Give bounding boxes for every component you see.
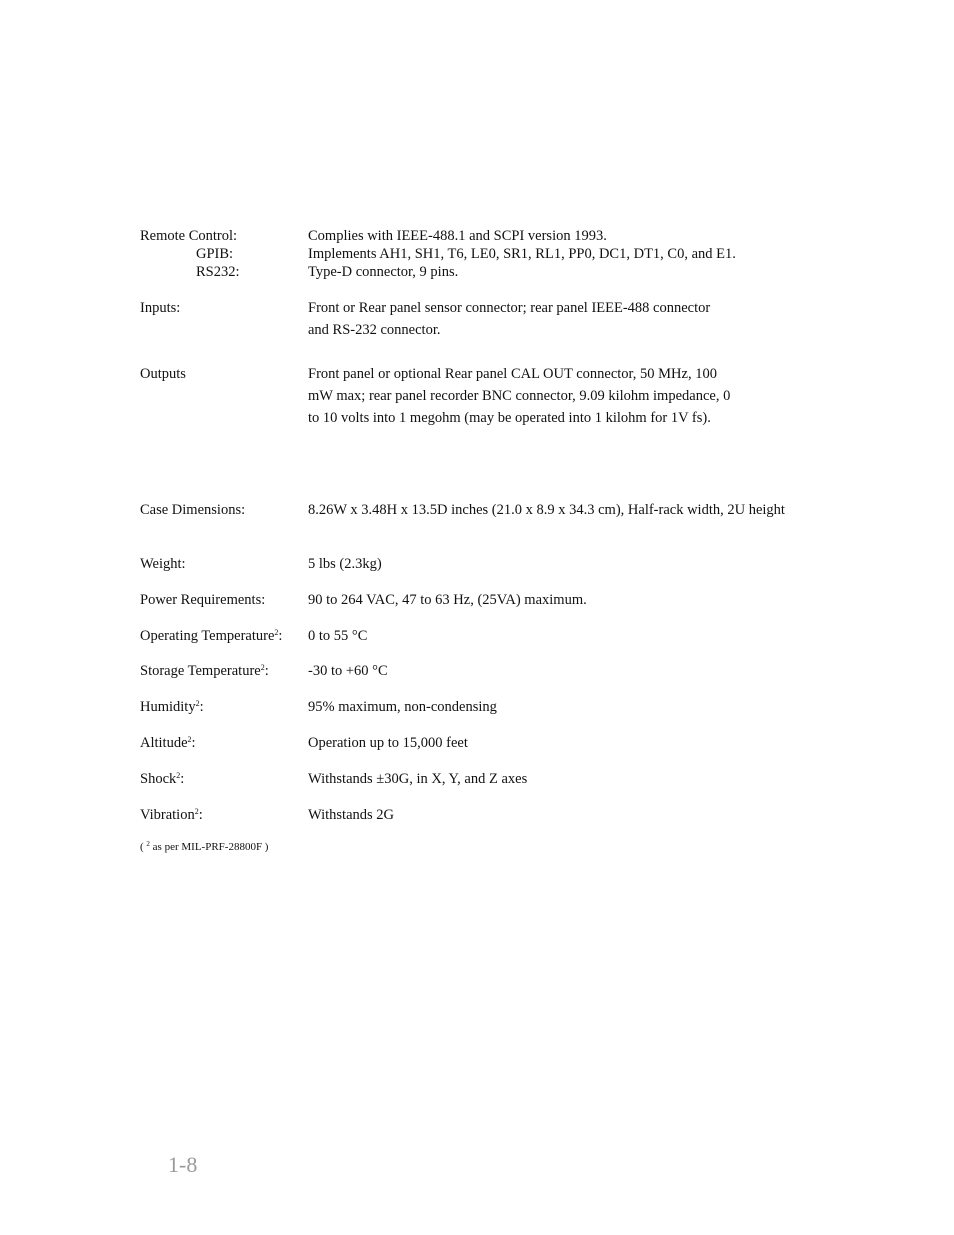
spec-label: RS232: — [196, 264, 240, 280]
outputs-section — [140, 363, 820, 429]
spec-label: Storage Temperature$^2$: — [140, 663, 269, 679]
spec-value: 90 to 264 VAC, 47 to 63 Hz, (25VA) maximum. — [308, 592, 587, 608]
spec-label: Weight: — [140, 556, 186, 572]
spec-row-storage-temperature — [140, 662, 820, 680]
inputs-section — [140, 297, 820, 341]
spec-label: GPIB: — [196, 246, 234, 262]
spec-row-power-requirements — [140, 591, 820, 609]
footnote-ref: 2 — [260, 663, 265, 672]
spec-label: Vibration$^2$: — [140, 807, 203, 823]
spec-row-operating-temperature — [140, 627, 820, 645]
footnote-ref: 2 — [176, 771, 181, 780]
page-number: 1-8 — [168, 1152, 198, 1177]
spec-value: Type-D connector, 9 pins. — [308, 264, 459, 280]
spec-row-case-dimensions — [140, 501, 820, 519]
spec-label: Power Requirements: — [140, 592, 266, 608]
spec-row-inputs — [140, 297, 820, 341]
spec-value-line: to 10 volts into 1 megohm (may be operated into 1 kilohm for 1V fs). — [308, 410, 711, 426]
spec-value — [308, 363, 814, 429]
spec-value-line: Front panel or optional Rear panel CAL OUT connector, 50 MHz, 100 — [308, 366, 717, 382]
spec-value: 95% maximum, non-condensing — [308, 699, 497, 715]
footnote-ref: 2 — [187, 735, 192, 744]
footnote-ref: 2 — [194, 807, 199, 816]
spec-value-line: mW max; rear panel recorder BNC connector, 9.09 kilohm impedance, 0 — [308, 388, 731, 404]
spec-label: Operating Temperature$^2$: — [140, 628, 283, 644]
spec-row-vibration — [140, 806, 820, 824]
footnote-ref: 2 — [274, 628, 279, 637]
spec-row-shock — [140, 770, 820, 788]
footnote-ref: 2 — [195, 699, 200, 708]
spec-row-remote-control — [140, 227, 820, 245]
spec-value: Implements AH1, SH1, T6, LE0, SR1, RL1, PP0, DC1, DT1, C0, and E1. — [308, 246, 736, 262]
spec-label: Humidity$^2$: — [140, 699, 204, 715]
spec-label: Shock$^2$: — [140, 771, 185, 787]
spec-value: Complies with IEEE-488.1 and SCPI version 1993. — [308, 228, 607, 244]
spec-value — [308, 297, 814, 341]
spec-label: Case Dimensions: — [140, 502, 246, 518]
footnote: ( $^2$ as per MIL-PRF-28800F ) — [140, 840, 269, 853]
remote-control-section — [140, 227, 820, 281]
spec-row-gpib — [140, 245, 820, 263]
spec-value: 5 lbs (2.3kg) — [308, 556, 382, 572]
spec-row-rs232 — [140, 263, 820, 281]
spec-value: Operation up to 15,000 feet — [308, 735, 468, 751]
spec-value: 8.26W x 3.48H x 13.5D inches (21.0 x 8.9 x 34.3 cm), Half-rack width, 2U height — [308, 502, 785, 518]
spec-value-line: and RS-232 connector. — [308, 322, 441, 338]
spec-value-line: Front or Rear panel sensor connector; rear panel IEEE-488 connector — [308, 300, 711, 316]
spec-value: Withstands ±30G, in X, Y, and Z axes — [308, 771, 528, 787]
spec-row-weight — [140, 555, 820, 573]
spec-value: 0 to 55 °C — [308, 628, 368, 644]
spec-row-humidity — [140, 698, 820, 716]
spec-label: Outputs — [140, 366, 186, 382]
spec-value: Withstands 2G — [308, 807, 395, 823]
spec-label: Remote Control: — [140, 228, 238, 244]
spec-label: Inputs: — [140, 300, 181, 316]
spec-value: -30 to +60 °C — [308, 663, 388, 679]
spec-row-outputs — [140, 363, 820, 429]
spec-label: Altitude$^2$: — [140, 735, 196, 751]
spec-row-altitude — [140, 734, 820, 752]
